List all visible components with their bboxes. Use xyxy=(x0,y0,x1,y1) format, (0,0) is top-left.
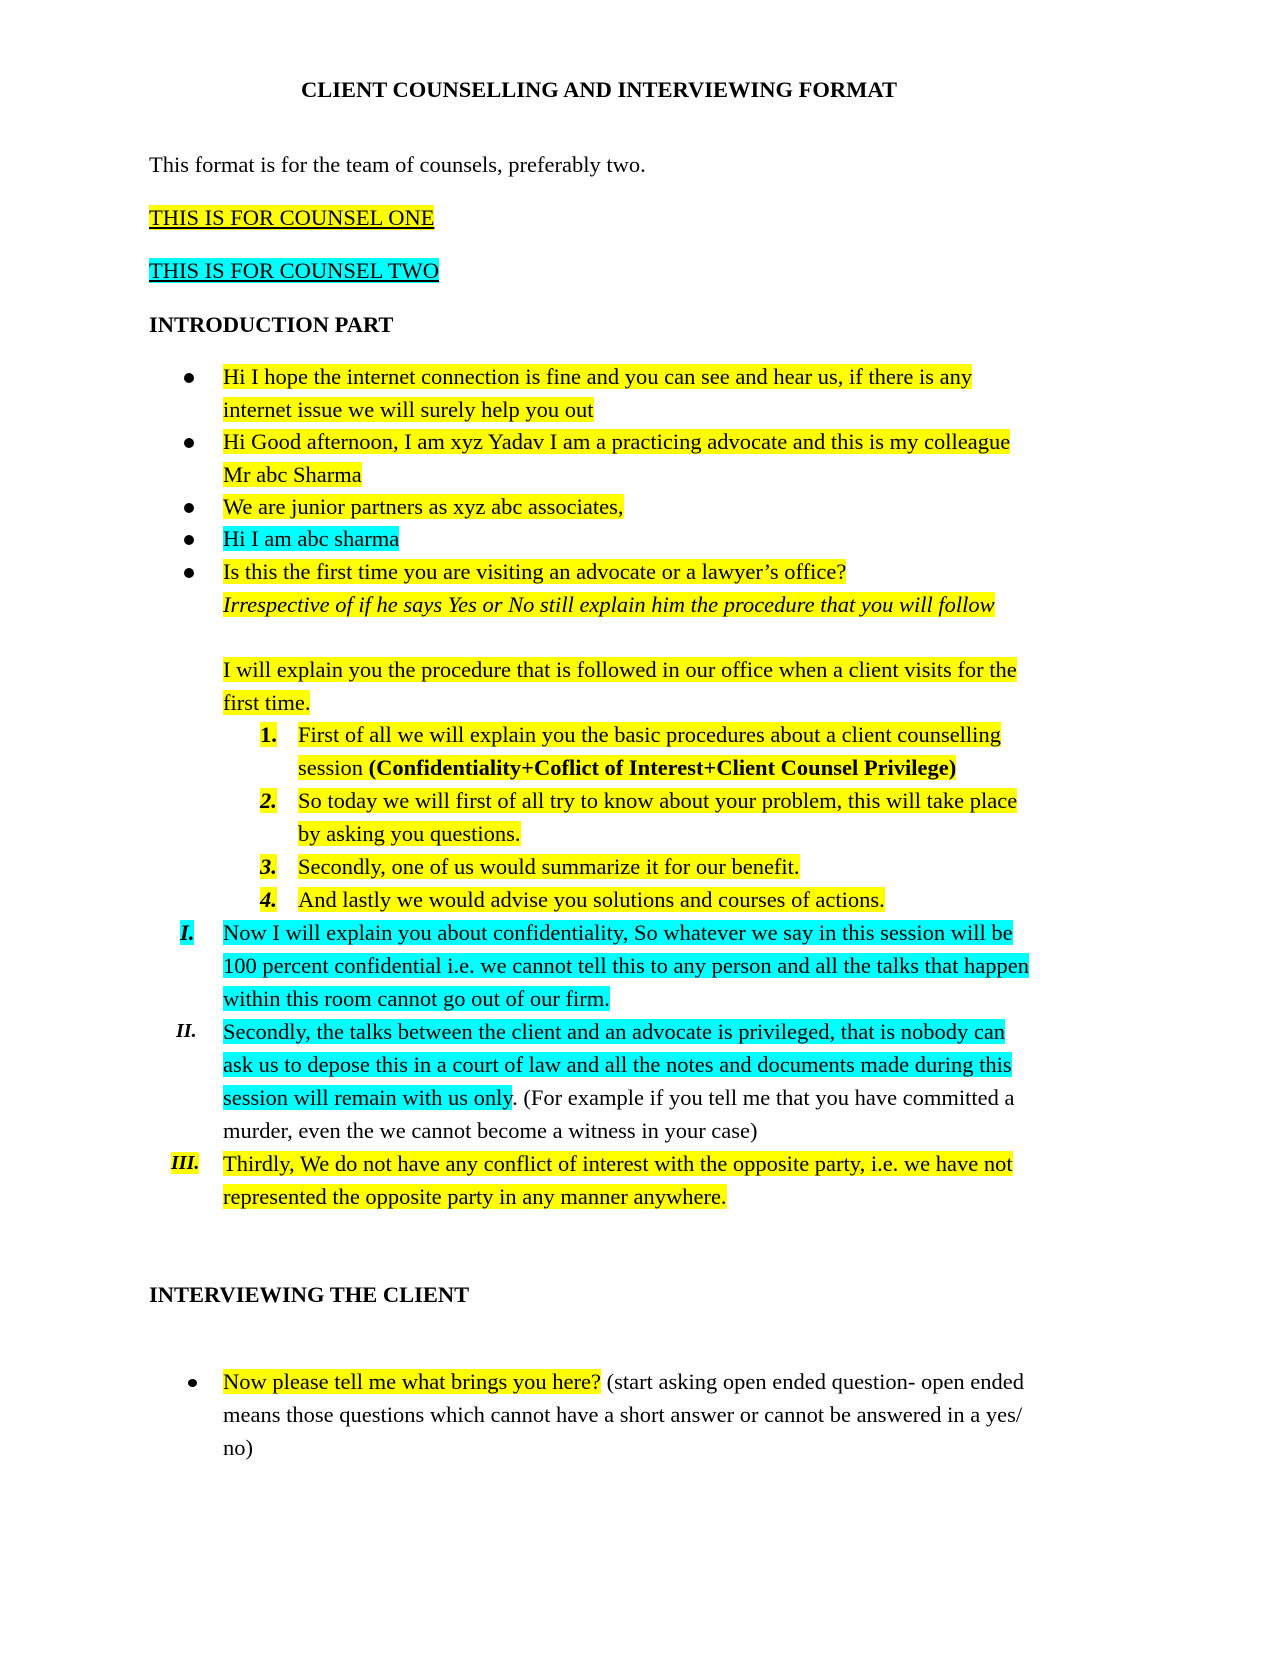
intro-line: This format is for the team of counsels, preferably two. xyxy=(149,152,646,177)
intro-bullet-3: We are junior partners as xyz abc associates, xyxy=(223,494,624,519)
roman-2-line-3: session will remain with us only. (For example if you tell me that you have committed a xyxy=(223,1085,1015,1110)
step-number: 3. xyxy=(260,854,277,879)
intro-bullet-5: Is this the first time you are visiting an advocate or a lawyer’s office? xyxy=(223,559,847,584)
intro-bullet-1: Hi I hope the internet connection is fine and you can see and hear us, if there is any xyxy=(223,364,973,389)
interview-question: Now please tell me what brings you here? (start asking open ended question- open ended xyxy=(223,1369,1025,1394)
step-2: So today we will first of all try to know about your problem, this will take place xyxy=(298,788,1018,813)
roman-1-line-2: 100 percent confidential i.e. we cannot tell this to any person and all the talks that happen xyxy=(223,953,1030,978)
procedure-intro-cont: first time. xyxy=(223,690,311,715)
interviewing-heading: INTERVIEWING THE CLIENT xyxy=(149,1282,470,1307)
roman-marker: III. xyxy=(171,1152,200,1174)
roman-1-line-1: Now I will explain you about confidentiality, So whatever we say in this session will be xyxy=(223,920,1013,945)
interview-question-end: no) xyxy=(223,1435,253,1460)
bullet-icon xyxy=(184,568,194,578)
intro-bullet-4: Hi I am abc sharma xyxy=(223,526,400,551)
procedure-intro: I will explain you the procedure that is followed in our office when a client visits for the xyxy=(223,657,1017,682)
roman-2-line-4: murder, even the we cannot become a witness in your case) xyxy=(223,1118,758,1143)
bullet-icon xyxy=(184,503,194,513)
roman-2-line-2: ask us to depose this in a court of law and all the notes and documents made during this xyxy=(223,1052,1012,1077)
bullet-icon xyxy=(184,438,194,448)
roman-1-line-3: within this room cannot go out of our firm. xyxy=(223,986,610,1011)
roman-2-line-1: Secondly, the talks between the client and an advocate is privileged, that is nobody can xyxy=(223,1019,1006,1044)
roman-marker: I. xyxy=(180,920,195,945)
intro-bullet-5-note: Irrespective of if he says Yes or No still explain him the procedure that you will follow xyxy=(223,592,995,617)
intro-bullet-1-cont: internet issue we will surely help you out xyxy=(223,397,594,422)
bullet-icon xyxy=(188,1379,197,1387)
roman-3-line-2: represented the opposite party in any manner anywhere. xyxy=(223,1184,727,1209)
roman-3-line-1: Thirdly, We do not have any conflict of interest with the opposite party, i.e. we have not xyxy=(223,1151,1013,1176)
roman-marker: II. xyxy=(176,1020,197,1042)
step-number: 1. xyxy=(260,722,277,747)
step-number: 4. xyxy=(260,887,277,912)
document-title: CLIENT COUNSELLING AND INTERVIEWING FORMAT xyxy=(301,77,897,102)
bullet-icon xyxy=(184,373,194,383)
legend-counsel-two: THIS IS FOR COUNSEL TWO xyxy=(149,258,440,283)
step-2-cont: by asking you questions. xyxy=(298,821,521,846)
legend-counsel-one: THIS IS FOR COUNSEL ONE xyxy=(149,205,435,230)
bullet-icon xyxy=(184,535,194,545)
intro-bullet-2-cont: Mr abc Sharma xyxy=(223,462,362,487)
intro-bullet-2: Hi Good afternoon, I am xyz Yadav I am a practicing advocate and this is my colleague xyxy=(223,429,1011,454)
step-1: First of all we will explain you the basic procedures about a client counselling xyxy=(298,722,1001,747)
step-4: And lastly we would advise you solutions and courses of actions. xyxy=(298,887,885,912)
interview-question-cont: means those questions which cannot have a short answer or cannot be answered in a yes/ xyxy=(223,1402,1023,1427)
step-3: Secondly, one of us would summarize it for our benefit. xyxy=(298,854,800,879)
step-number: 2. xyxy=(260,788,277,813)
step-1-cont: session (Confidentiality+Coflict of Interest+Client Counsel Privilege) xyxy=(298,755,957,780)
introduction-heading: INTRODUCTION PART xyxy=(149,312,394,337)
